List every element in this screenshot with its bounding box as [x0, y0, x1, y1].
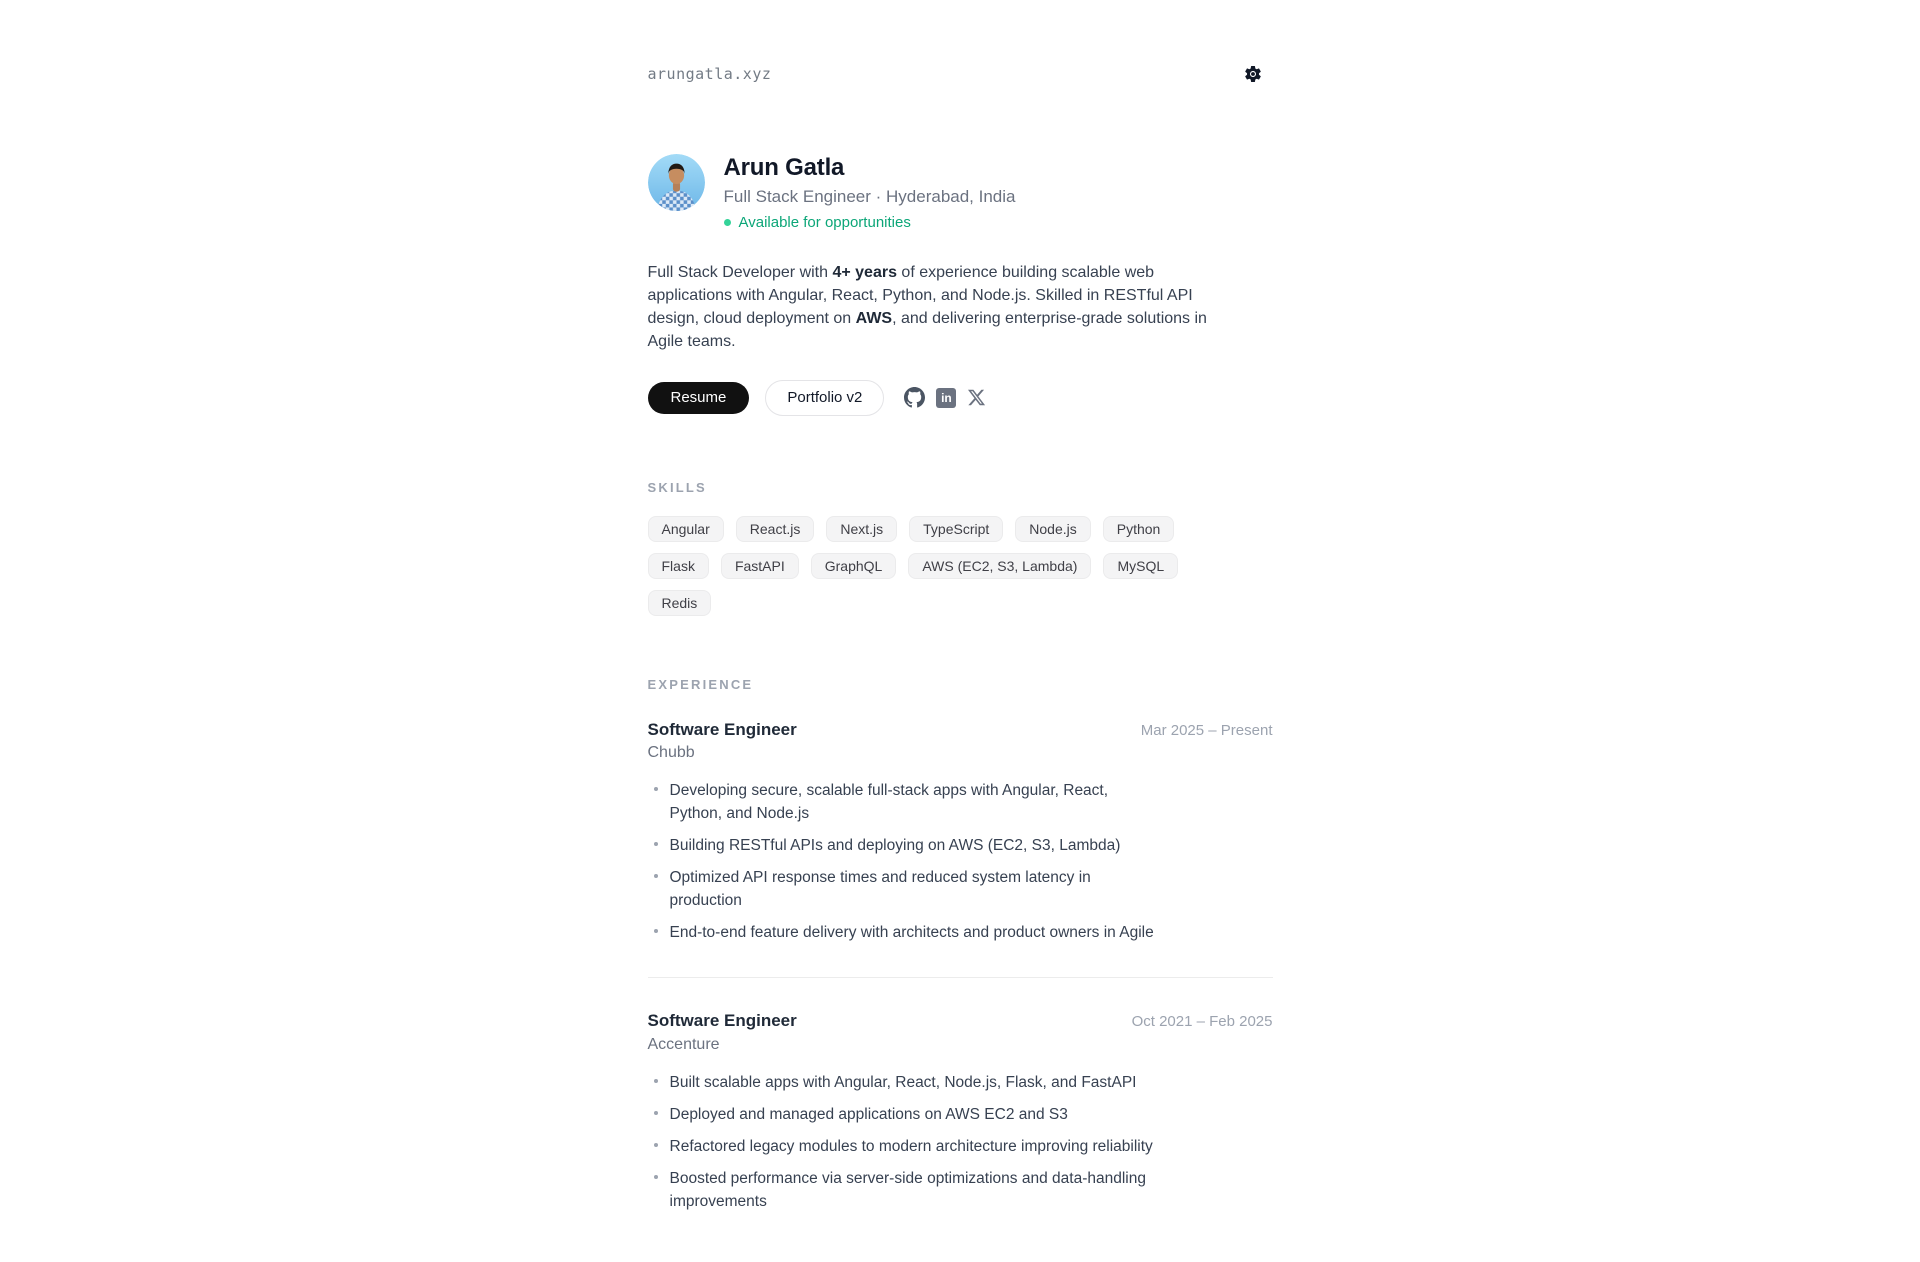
job-title-block: [648, 1011, 797, 1053]
skill-pill: MySQL: [1103, 553, 1178, 579]
skill-pill: AWS (EC2, S3, Lambda): [908, 553, 1091, 579]
skills-list: [648, 516, 1238, 616]
job-bullet: Developing secure, scalable full-stack apps with Angular, React, Python, and Node.js: [648, 779, 1158, 825]
job-title-block: [648, 720, 797, 762]
bio-text-3: , and delivering enterprise-grade solutions in Agile teams.: [647, 309, 1207, 350]
x-icon: [967, 388, 986, 407]
topbar: [648, 62, 1273, 86]
job-bullets: [648, 779, 1273, 944]
job-header: [648, 720, 1273, 762]
actions-row: [648, 380, 1273, 417]
social-links: [904, 387, 986, 408]
github-link[interactable]: [904, 387, 925, 408]
resume-button[interactable]: Resume: [648, 382, 750, 415]
job-period: Mar 2025 – Present: [1140, 722, 1273, 740]
job-period: Oct 2021 – Feb 2025: [1131, 1013, 1273, 1031]
job-bullet: Built scalable apps with Angular, React, Node.js, Flask, and FastAPI: [648, 1071, 1158, 1094]
gear-icon: [1243, 64, 1263, 84]
job-entry: [648, 720, 1273, 944]
settings-button[interactable]: [1241, 62, 1265, 86]
portfolio-v2-button[interactable]: Portfolio v2: [765, 380, 884, 417]
job-bullet: End-to-end feature delivery with architects and product owners in Agile: [648, 921, 1158, 944]
experience-section: [648, 677, 1273, 1213]
bio-bold-aws: AWS: [855, 309, 893, 327]
experience-heading: EXPERIENCE: [647, 677, 754, 693]
bio-paragraph: [648, 261, 1214, 353]
availability-badge: [724, 214, 1016, 231]
bio-bold-years: 4+ years: [832, 263, 897, 281]
job-bullet: Deployed and managed applications on AWS EC2 and S3: [648, 1103, 1158, 1126]
job-title: Software Engineer: [647, 1011, 797, 1031]
skill-pill: Flask: [648, 553, 709, 579]
availability-label: Available for opportunities: [738, 213, 911, 231]
skill-pill: Redis: [648, 590, 712, 616]
job-entry: [648, 977, 1273, 1212]
profile-section: [648, 154, 1273, 231]
jobs-list: [648, 720, 1273, 1213]
job-company: Accenture: [647, 1035, 720, 1053]
skill-pill: React.js: [736, 516, 815, 542]
job-bullet: Building RESTful APIs and deploying on AWS (EC2, S3, Lambda): [648, 834, 1158, 857]
job-company: Chubb: [647, 744, 695, 762]
linkedin-link[interactable]: [936, 388, 956, 408]
status-dot-icon: [724, 219, 731, 226]
profile-name: Arun Gatla: [723, 154, 845, 181]
avatar-photo: [648, 154, 705, 211]
avatar: [648, 154, 705, 211]
x-link[interactable]: [967, 388, 986, 407]
skill-pill: GraphQL: [811, 553, 897, 579]
portfolio-page: [648, 0, 1273, 1262]
skills-heading: SKILLS: [647, 480, 707, 496]
skill-pill: Python: [1103, 516, 1175, 542]
skill-pill: Next.js: [826, 516, 897, 542]
github-icon: [904, 387, 925, 408]
skill-pill: FastAPI: [721, 553, 799, 579]
bio-text-1: Full Stack Developer with: [647, 263, 833, 281]
job-bullet: Boosted performance via server-side optimizations and data-handling improvements: [648, 1167, 1158, 1213]
job-header: [648, 1011, 1273, 1053]
job-bullet: Optimized API response times and reduced system latency in production: [648, 866, 1158, 912]
bio-text-2: of experience building scalable web applications with Angular, React, Python, and Node.js. Skilled in RESTful API design, cloud deployment on: [647, 263, 1193, 327]
linkedin-icon: in: [936, 388, 956, 408]
skills-section: [648, 480, 1273, 616]
job-title: Software Engineer: [647, 720, 797, 740]
site-domain: arungatla.xyz: [647, 65, 772, 83]
skill-pill: TypeScript: [909, 516, 1003, 542]
skill-pill: Angular: [648, 516, 724, 542]
job-bullet: Refactored legacy modules to modern architecture improving reliability: [648, 1135, 1158, 1158]
profile-subtitle: Full Stack Engineer · Hyderabad, India: [723, 186, 1016, 206]
job-bullets: [648, 1071, 1273, 1213]
profile-text: [724, 154, 1016, 231]
skill-pill: Node.js: [1015, 516, 1090, 542]
